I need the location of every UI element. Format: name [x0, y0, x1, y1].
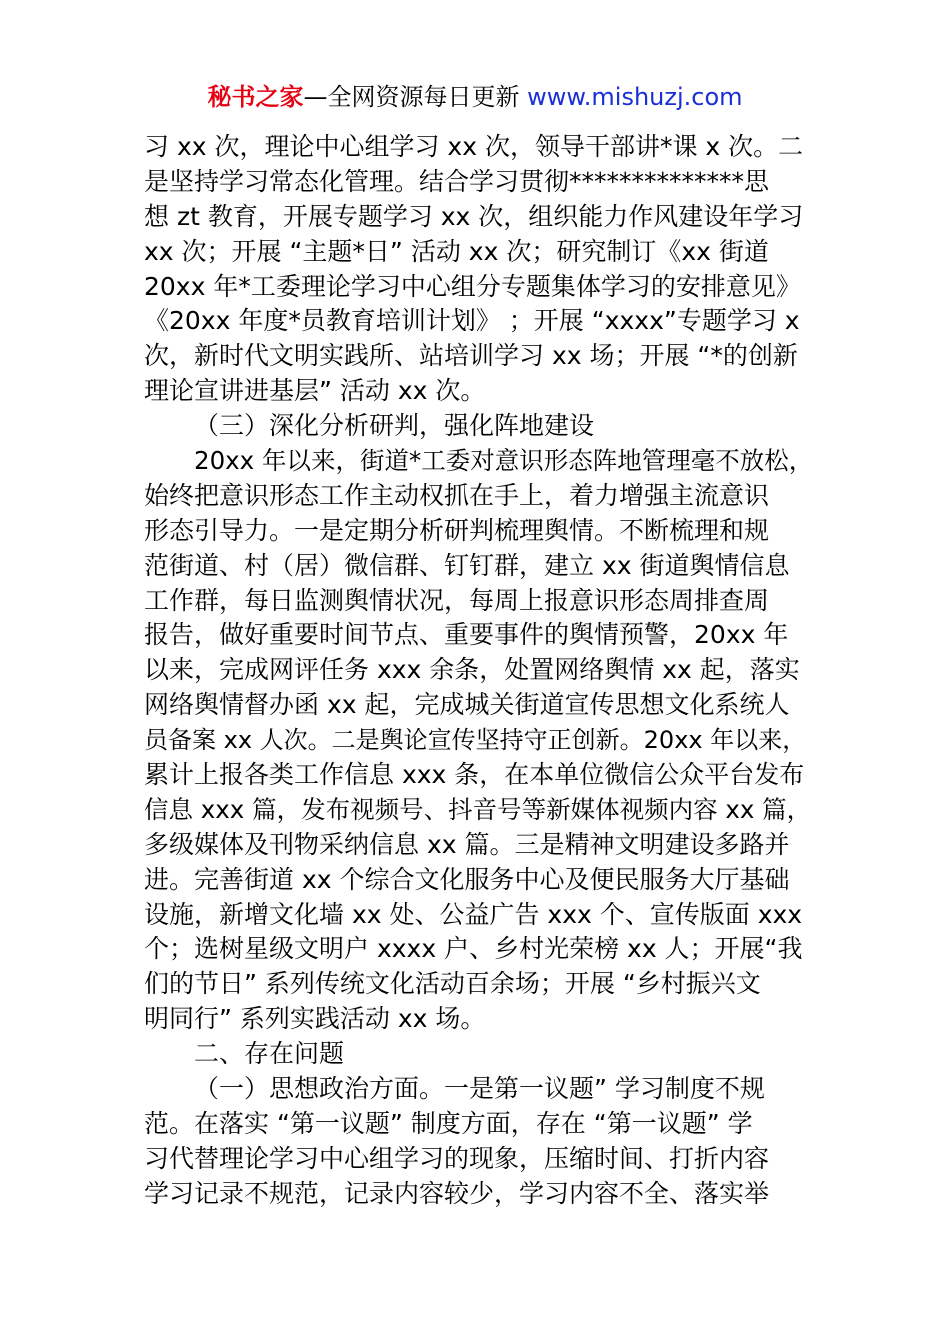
site-tagline: —全网资源每日更新 — [303, 83, 528, 111]
text-line: 理论宣讲进基层” 活动 xx 次。 — [144, 376, 486, 406]
text-line: 进。完善街道 xx 个综合文化服务中心及便民服务大厅基础 — [144, 864, 790, 894]
text-line: 多级媒体及刊物采纳信息 xx 篇。三是精神文明建设多路并 — [144, 829, 790, 859]
text-line: （一）思想政治方面。一是第一议题” 学习制度不规 — [194, 1074, 765, 1104]
site-url-link[interactable]: www.mishuzj.com — [527, 83, 743, 111]
text-line: 20xx 年*工委理论学习中心组分专题集体学习的安排意见》 — [144, 271, 801, 301]
text-line: 是坚持学习常态化管理。结合学习贯彻**************思 — [144, 166, 770, 196]
site-brand: 秘书之家 — [207, 83, 304, 111]
text-line: 网络舆情督办函 xx 起，完成城关街道宣传思想文化系统人 — [144, 690, 790, 720]
text-line: 次，新时代文明实践所、站培训学习 xx 场；开展 “*的创新 — [144, 341, 798, 371]
text-line: 累计上报各类工作信息 xxx 条，在本单位微信公众平台发布 — [144, 760, 805, 790]
text-line: 报告，做好重要时间节点、重要事件的舆情预警，20xx 年 — [144, 620, 789, 650]
text-line: 习 xx 次，理论中心组学习 xx 次，领导干部讲*课 x 次。二 — [144, 132, 804, 161]
text-line: 员备案 xx 人次。二是舆论宣传坚持守正创新。20xx 年以来， — [144, 726, 807, 755]
text-line: 设施，新增文化墙 xx 处、公益广告 xxx 个、宣传版面 xxx — [144, 899, 803, 929]
text-line: 习代替理论学习中心组学习的现象，压缩时间、打折内容 — [144, 1143, 770, 1173]
text-line: 工作群，每日监测舆情状况，每周上报意识形态周排查周 — [144, 585, 770, 615]
text-line: 20xx 年以来，街道*工委对意识形态阵地管理毫不放松， — [194, 446, 814, 476]
text-line: 《20xx 年度*员教育培训计划》 ；开展 “xxxx”专题学习 x — [144, 306, 800, 336]
text-line: 始终把意识形态工作主动权抓在手上，着力增强主流意识 — [144, 480, 770, 510]
site-header — [0, 80, 950, 114]
text-line: 个；选树星级文明户 xxxx 户、乡村光荣榜 xx 人；开展“我 — [144, 934, 803, 964]
text-line: 们的节日” 系列传统文化活动百余场；开展 “乡村振兴文 — [144, 969, 761, 999]
text-line: 学习记录不规范，记录内容较少，学习内容不全、落实举 — [144, 1178, 770, 1208]
text-line: 以来，完成网评任务 xxx 余条，处置网络舆情 xx 起，落实 — [144, 655, 800, 685]
text-line: 范。在落实 “第一议题” 制度方面，存在 “第一议题” 学 — [144, 1108, 753, 1138]
text-line: 范街道、村（居）微信群、钉钉群，建立 xx 街道舆情信息 — [144, 550, 790, 580]
text-line: 形态引导力。一是定期分析研判梳理舆情。不断梳理和规 — [144, 515, 770, 545]
text-line: xx 次；开展 “主题*日” 活动 xx 次；研究制订《xx 街道 — [144, 236, 769, 266]
document-body — [144, 130, 814, 1212]
text-line: 想 zt 教育，开展专题学习 xx 次，组织能力作风建设年学习 — [144, 201, 804, 231]
text-line: （三）深化分析研判，强化阵地建设 — [194, 411, 595, 441]
text-line: 信息 xxx 篇，发布视频号、抖音号等新媒体视频内容 xx 篇， — [144, 794, 812, 824]
text-line: 二、存在问题 — [194, 1039, 345, 1069]
text-line: 明同行” 系列实践活动 xx 场。 — [144, 1004, 486, 1034]
